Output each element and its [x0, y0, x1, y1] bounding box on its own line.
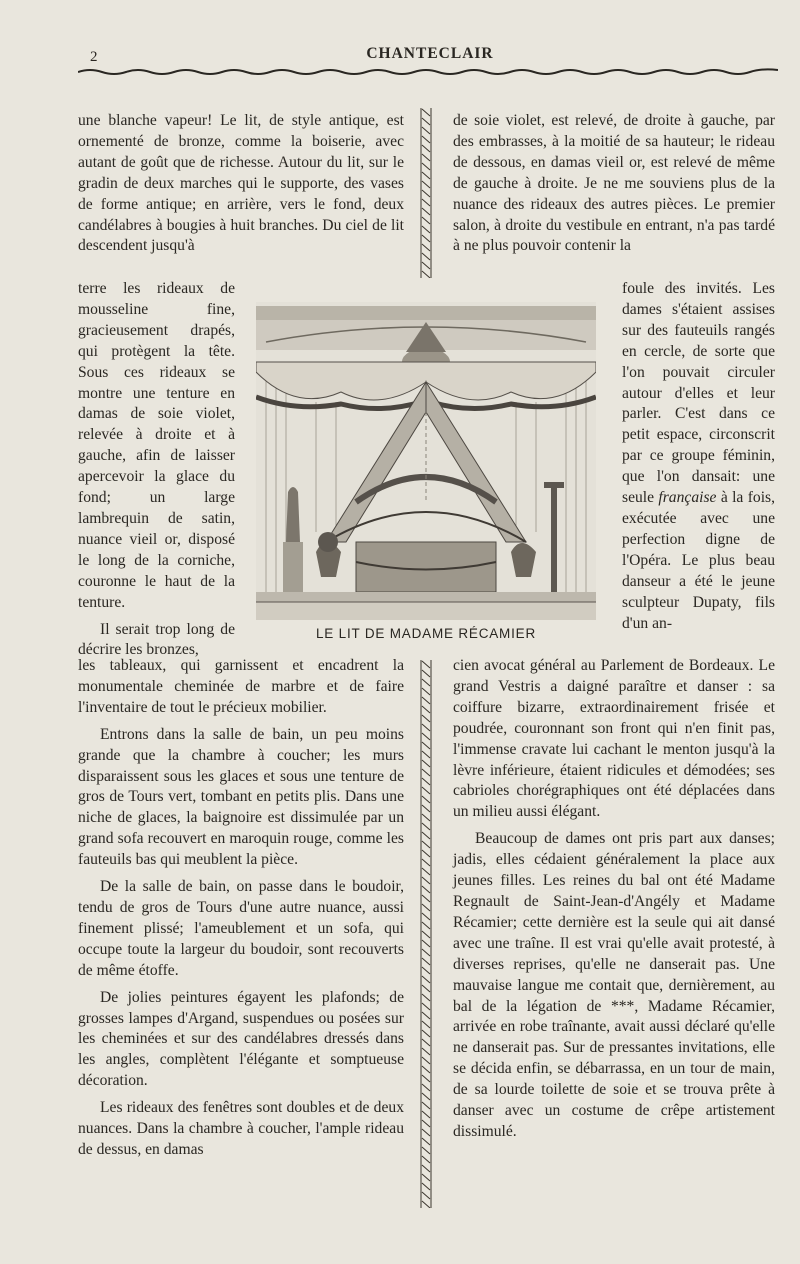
emphasis-francaise: française	[658, 489, 717, 507]
paragraph: Entrons dans la salle de bain, un peu moins grande que la chambre à coucher; les murs disparaissent sous les glaces et sous une tenture de gros de Tours vert, tombant en petits plis. Dans une niche de glaces, la baignoire est dissimulée par un grand sofa recouvert en maroquin rouge, comme les fauteuils bas qui meublent la pièce.	[78, 725, 404, 869]
paragraph: Il serait trop long de décrire les bronzes,	[78, 620, 235, 659]
paragraph: les tableaux, qui garnissent et encadrent la monumentale cheminée de marbre et de faire l'inventaire de tout le précieux mobilier.	[78, 657, 404, 716]
figure-caption: LE LIT DE MADAME RÉCAMIER	[315, 626, 537, 641]
paragraph: De jolies peintures égayent les plafonds; de grosses lampes d'Argand, suspendues ou posées sur les cheminées et sur des candélabres dressés dans les angles, complètent l'élégante et somptueuse décoration.	[78, 988, 404, 1090]
paragraph: Les rideaux des fenêtres sont doubles et de deux nuances. Dans la chambre à coucher, l'ample rideau de dessus, en damas	[78, 1099, 404, 1158]
paragraph: Beaucoup de dames ont pris part aux danses; jadis, elles cédaient généralement la place aux jeunes filles. Les reines du bal ont été Madame Regnault de Saint-Jean-d'Angély et Madame Récamier; cette dernière est la seule qui ait dansé avec une traîne. Il est vrai qu'elle avait protesté, à diverses reprises, qu'elle ne danserait pas. Une mauvaise langue me contait que, dernièrement, au bal de la légation de ***, Madame Récamier, arrivée en robe traînante, avait aussi déclaré qu'elle ne danserait pas. Sur de pressantes invitations, elle se décida enfin, se débarrassa, en un tour de main, de sa lourde toilette de soie et se trouva prête à danser avec un costume de crêpe artistement dissimulé.	[453, 830, 775, 1140]
paragraph: De la salle de bain, on passe dans le boudoir, tendu de gros de Tours d'une autre nuance, aussi finement plissé; l'ameublement et un sofa, qui occupe toute la largeur du boudoir, sont recouverts de même étoffe.	[78, 878, 404, 979]
right-column-top	[453, 111, 775, 257]
paragraph: terre les rideaux de mousseline fine, gracieusement drapés, qui protègent la tête. Sous ces rideaux se montre une tenture en damas de soie violet, relevée à droite et à gauche, afin de laisser apercevoir la glace du fond; un large lambrequin de satin, nuance vieil or, disposé le long de la corniche, couronne le haut de la tenture.	[78, 280, 235, 611]
left-column-narrow	[78, 279, 235, 661]
page-number: 2	[90, 49, 98, 65]
left-column-top	[78, 111, 404, 257]
paragraph: cien avocat général au Parlement de Bordeaux. Le grand Vestris a daigné paraître et danser : sa coiffure bizarre, extraordinairement frisée et poudrée, couronnant son front qui n'en finit pas, l'immense cravate lui cachant le menton jusqu'à la lèvre inférieure, étaient ridicules et démodées; ses cabrioles chorégraphiques ont été déplacées dans un milieu aussi élégant.	[453, 657, 775, 821]
paragraph	[622, 279, 775, 634]
right-column-narrow	[622, 279, 775, 634]
left-column-bottom	[78, 656, 404, 1161]
header-wavy-rule	[78, 64, 778, 76]
bed-illustration	[256, 302, 596, 620]
column-divider-ornament	[420, 660, 432, 1208]
column-divider-ornament	[420, 108, 432, 278]
paragraph-text: foule des invités. Les dames s'étaient assises sur des fauteuils rangés en cercle, de sorte que l'on pouvait circuler autour d'elles et leur parler. C'est dans ce petit espace, circonscrit par ce groupe féminin, que l'on dansait: une seule	[622, 280, 775, 507]
paragraph: de soie violet, est relevé, de droite à gauche, par des embrasses, à la moitié de sa hauteur; le rideau de dessous, en damas vieil or, est relevé de même de gauche à droite. Je ne me souviens plus de la nuance des rideaux des autres pièces. Le premier salon, à droite du vestibule en entrant, n'a pas tardé à ne plus pouvoir contenir la	[453, 112, 775, 255]
right-column-bottom	[453, 656, 775, 1143]
running-head: CHANTECLAIR	[366, 45, 494, 62]
paragraph-text: à la fois, exécutée avec une perfection digne de l'Opéra. Le plus beau danseur a été le jeune sculpteur Dupaty, fils d'un an-	[622, 489, 775, 632]
paragraph: une blanche vapeur! Le lit, de style antique, est ornementé de bronze, comme la boiserie, avec autant de goût que de richesse. Autour du lit, sur le gradin de deux marches qui le supporte, des vases de forme antique; en arrière, vers le fond, deux candélabres à bougies à huit branches. Du ciel de lit descendent jusqu'à	[78, 112, 404, 255]
